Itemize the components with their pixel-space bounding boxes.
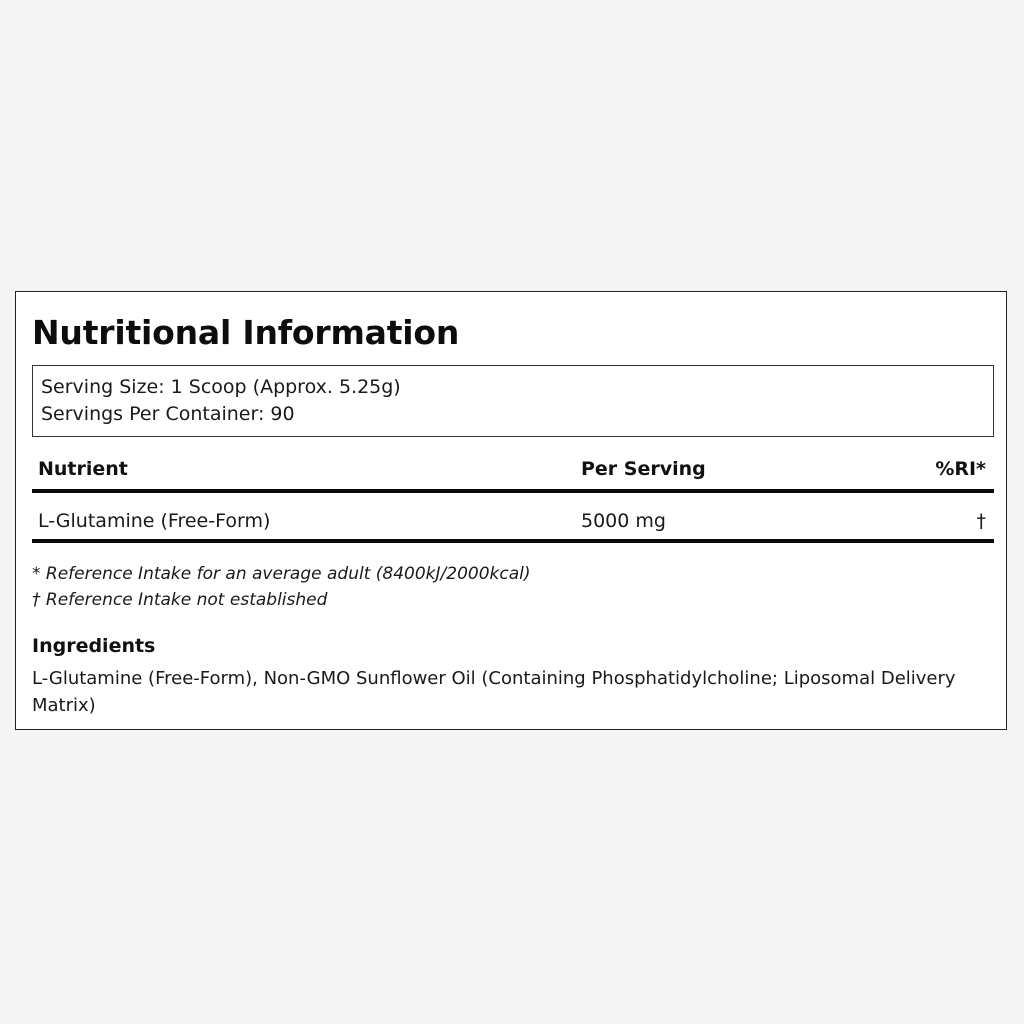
table-bottom-divider (32, 539, 994, 543)
footnote-not-established: † Reference Intake not established (32, 590, 328, 610)
nutrient-name: L-Glutamine (Free-Form) (38, 510, 271, 532)
column-header-per-serving: Per Serving (581, 458, 706, 480)
servings-per-container: Servings Per Container: 90 (41, 403, 295, 425)
column-header-ri: %RI* (935, 458, 986, 480)
nutrition-panel (15, 291, 1007, 730)
ingredients-title: Ingredients (32, 635, 156, 657)
column-header-nutrient: Nutrient (38, 458, 128, 480)
serving-info-box (32, 365, 994, 437)
serving-size: Serving Size: 1 Scoop (Approx. 5.25g) (41, 376, 401, 398)
per-serving-value: 5000 mg (581, 510, 666, 532)
ri-value: † (976, 510, 986, 532)
footnote-reference-intake: * Reference Intake for an average adult (8400kJ/2000kcal) (32, 564, 531, 584)
ingredients-text: L-Glutamine (Free-Form), Non-GMO Sunflower Oil (Containing Phosphatidylcholine; Liposomal Delivery Matrix) (32, 668, 956, 716)
panel-title: Nutritional Information (32, 313, 460, 352)
header-divider (32, 489, 994, 493)
